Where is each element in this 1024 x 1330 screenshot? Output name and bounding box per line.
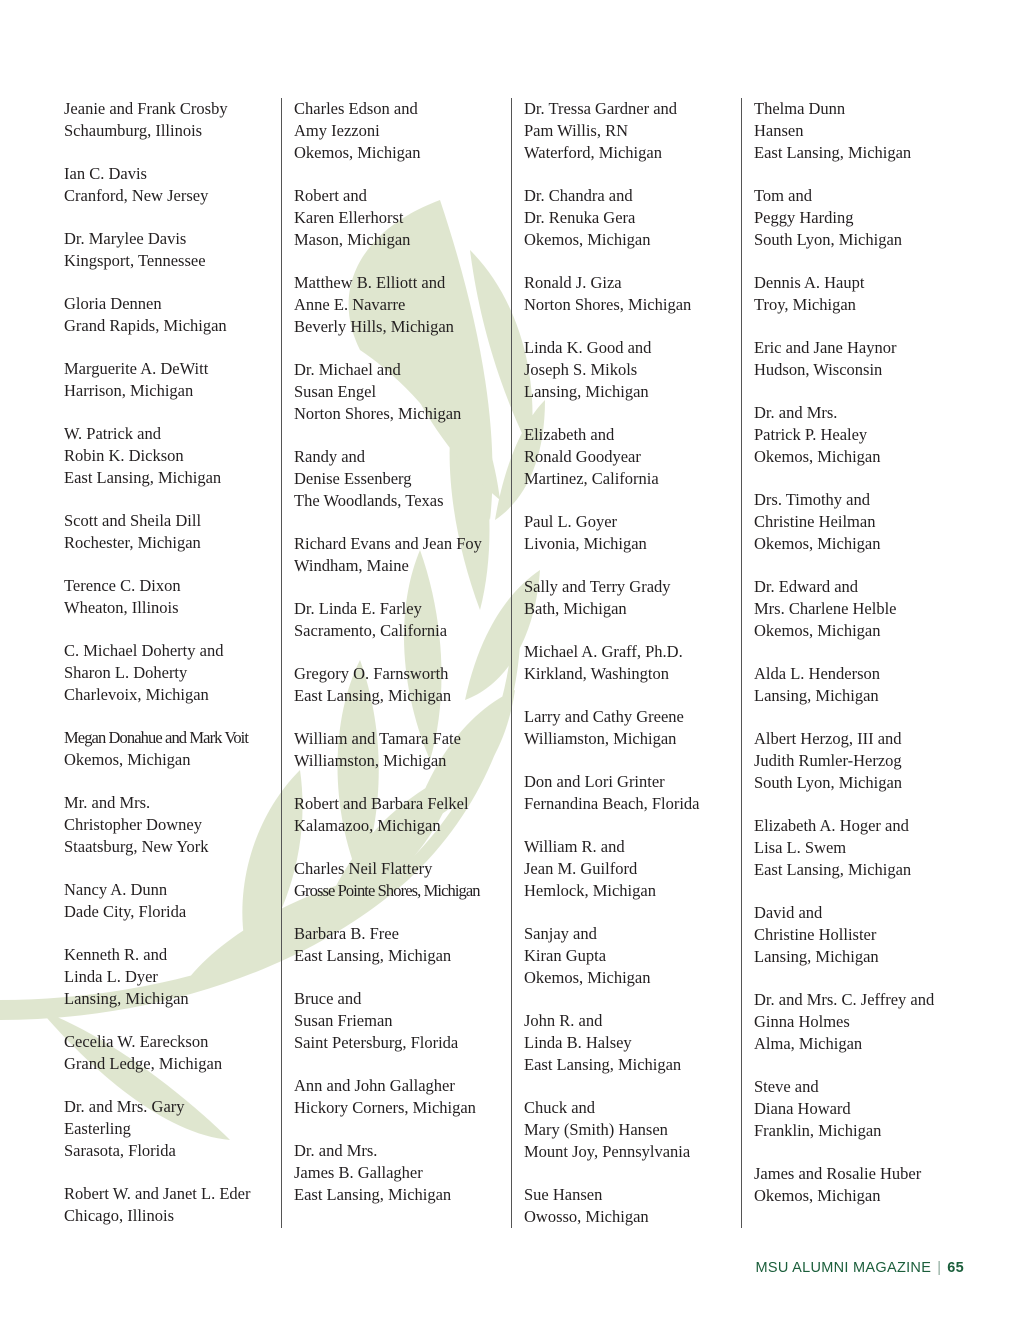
- donor-line: Linda L. Dyer: [64, 967, 158, 986]
- donor-entry: [524, 576, 734, 620]
- donor-line: Dr. and Mrs.: [754, 403, 838, 422]
- donor-line: Paul L. Goyer: [524, 512, 618, 531]
- donor-line: Richard Evans and Jean Foy: [294, 534, 482, 553]
- donor-line: Grand Ledge, Michigan: [64, 1054, 223, 1073]
- donor-line: South Lyon, Michigan: [754, 230, 903, 249]
- donor-line: Charlevoix, Michigan: [64, 685, 209, 704]
- donor-line: Don and Lori Grinter: [524, 772, 665, 791]
- donor-entry: [294, 728, 504, 772]
- donor-line: Okemos, Michigan: [524, 230, 651, 249]
- donor-line: East Lansing, Michigan: [294, 946, 452, 965]
- donor-line: Robert W. and Janet L. Eder: [64, 1184, 251, 1203]
- donor-entry: [524, 1184, 734, 1228]
- donor-line: Joseph S. Mikols: [524, 360, 638, 379]
- donor-entry: [64, 575, 274, 619]
- donor-line: Robin K. Dickson: [64, 446, 184, 465]
- donor-entry: [64, 727, 274, 771]
- column-divider: [281, 98, 282, 1228]
- donor-line: Saint Petersburg, Florida: [294, 1033, 459, 1052]
- donor-entry: [64, 944, 274, 1010]
- donor-line: Norton Shores, Michigan: [524, 295, 692, 314]
- donor-line: Okemos, Michigan: [754, 447, 881, 466]
- donor-line: Norton Shores, Michigan: [294, 404, 462, 423]
- donor-line: Sally and Terry Grady: [524, 577, 671, 596]
- donor-entry: [64, 98, 274, 142]
- donor-line: Easterling: [64, 1119, 131, 1138]
- donor-line: Elizabeth A. Hoger and: [754, 816, 909, 835]
- donor-line: Thelma Dunn: [754, 99, 846, 118]
- donor-line: Gloria Dennen: [64, 294, 162, 313]
- donor-line: Dr. Renuka Gera: [524, 208, 636, 227]
- donor-entry: [294, 98, 504, 164]
- donor-column-3: [524, 98, 734, 1249]
- donor-entry: [294, 663, 504, 707]
- donor-line: Dr. Chandra and: [524, 186, 633, 205]
- donor-line: Hemlock, Michigan: [524, 881, 656, 900]
- donor-line: Elizabeth and: [524, 425, 615, 444]
- donor-line: Robert and Barbara Felkel: [294, 794, 469, 813]
- donor-line: Dr. Edward and: [754, 577, 859, 596]
- donor-entry: [294, 858, 504, 902]
- donor-line: Dr. and Mrs. C. Jeffrey and: [754, 990, 935, 1009]
- donor-line: Dr. Marylee Davis: [64, 229, 187, 248]
- donor-entry: [754, 185, 964, 251]
- donor-line: Kalamazoo, Michigan: [294, 816, 441, 835]
- donor-entry: [754, 815, 964, 881]
- donor-entry: [754, 337, 964, 381]
- donor-line: Pam Willis, RN: [524, 121, 629, 140]
- donor-entry: [64, 163, 274, 207]
- donor-entry: [754, 902, 964, 968]
- donor-entry: [524, 337, 734, 403]
- donor-line: Judith Rumler-Herzog: [754, 751, 902, 770]
- donor-entry: [754, 728, 964, 794]
- donor-line: Dr. Tressa Gardner and: [524, 99, 678, 118]
- donor-line: Troy, Michigan: [754, 295, 856, 314]
- donor-entry: [294, 1075, 504, 1119]
- donor-entry: [524, 1010, 734, 1076]
- donor-line: Lisa L. Swem: [754, 838, 847, 857]
- donor-entry: [754, 402, 964, 468]
- donor-line: Hickory Corners, Michigan: [294, 1098, 476, 1117]
- donor-line: Owosso, Michigan: [524, 1207, 649, 1226]
- donor-entry: [754, 663, 964, 707]
- donor-line: Staatsburg, New York: [64, 837, 209, 856]
- donor-line: East Lansing, Michigan: [294, 1185, 452, 1204]
- donor-column-2: [294, 98, 504, 1227]
- donor-line: Schaumburg, Illinois: [64, 121, 203, 140]
- donor-entry: [294, 988, 504, 1054]
- donor-entry: [524, 706, 734, 750]
- donor-line: The Woodlands, Texas: [294, 491, 444, 510]
- donor-line: Susan Engel: [294, 382, 377, 401]
- donor-line: Peggy Harding: [754, 208, 854, 227]
- donor-line: Mr. and Mrs.: [64, 793, 151, 812]
- donor-line: Ann and John Gallagher: [294, 1076, 455, 1095]
- magazine-name: MSU ALUMNI MAGAZINE: [755, 1260, 932, 1276]
- donor-line: W. Patrick and: [64, 424, 161, 443]
- donor-line: Lansing, Michigan: [64, 989, 189, 1008]
- donor-line: Charles Neil Flattery: [294, 859, 433, 878]
- donor-line: Okemos, Michigan: [754, 1186, 881, 1205]
- donor-line: Wheaton, Illinois: [64, 598, 179, 617]
- donor-entry: [524, 98, 734, 164]
- donor-line: C. Michael Doherty and: [64, 641, 224, 660]
- donor-line: Okemos, Michigan: [524, 968, 651, 987]
- donor-entry: [524, 836, 734, 902]
- donor-line: Tom and: [754, 186, 812, 205]
- donor-line: William and Tamara Fate: [294, 729, 461, 748]
- donor-entry: [294, 272, 504, 338]
- donor-line: Linda K. Good and: [524, 338, 652, 357]
- footer-separator: |: [937, 1260, 942, 1276]
- donor-line: Cranford, New Jersey: [64, 186, 209, 205]
- donor-entry: [64, 1096, 274, 1162]
- donor-line: Matthew B. Elliott and: [294, 273, 446, 292]
- donor-line: Linda B. Halsey: [524, 1033, 632, 1052]
- donor-line: Martinez, California: [524, 469, 659, 488]
- donor-line: Williamston, Michigan: [524, 729, 677, 748]
- donor-entry: [64, 510, 274, 554]
- donor-entry: [524, 511, 734, 555]
- donor-entry: [754, 989, 964, 1055]
- donor-line: Charles Edson and: [294, 99, 418, 118]
- donor-line: Ian C. Davis: [64, 164, 147, 183]
- donor-line: Jeanie and Frank Crosby: [64, 99, 228, 118]
- donor-line: Lansing, Michigan: [524, 382, 649, 401]
- donor-line: Dr. and Mrs. Gary: [64, 1097, 185, 1116]
- donor-line: John R. and: [524, 1011, 603, 1030]
- donor-entry: [524, 185, 734, 251]
- donor-line: Kingsport, Tennessee: [64, 251, 206, 270]
- donor-entry: [524, 641, 734, 685]
- donor-line: William R. and: [524, 837, 625, 856]
- donor-line: Megan Donahue and Mark Voit: [64, 728, 249, 747]
- donor-line: Williamston, Michigan: [294, 751, 447, 770]
- donor-entry: [754, 98, 964, 164]
- donor-line: Gregory O. Farnsworth: [294, 664, 449, 683]
- donor-line: Hansen: [754, 121, 804, 140]
- donor-line: Dennis A. Haupt: [754, 273, 865, 292]
- donor-line: Marguerite A. DeWitt: [64, 359, 209, 378]
- donor-line: Randy and: [294, 447, 366, 466]
- donor-line: James B. Gallagher: [294, 1163, 423, 1182]
- donor-entry: [64, 423, 274, 489]
- donor-entry: [294, 793, 504, 837]
- donor-line: Scott and Sheila Dill: [64, 511, 202, 530]
- donor-line: Larry and Cathy Greene: [524, 707, 684, 726]
- donor-line: Grand Rapids, Michigan: [64, 316, 227, 335]
- column-divider: [511, 98, 512, 1228]
- donor-line: Eric and Jane Haynor: [754, 338, 897, 357]
- donor-line: Ginna Holmes: [754, 1012, 850, 1031]
- donor-line: Dr. and Mrs.: [294, 1141, 378, 1160]
- column-divider: [741, 98, 742, 1228]
- donor-line: Steve and: [754, 1077, 819, 1096]
- donor-line: Denise Essenberg: [294, 469, 412, 488]
- donor-line: Mrs. Charlene Helble: [754, 599, 897, 618]
- donor-entry: [754, 272, 964, 316]
- donor-entry: [294, 359, 504, 425]
- donor-line: East Lansing, Michigan: [754, 143, 912, 162]
- donor-line: Alda L. Henderson: [754, 664, 881, 683]
- donor-line: East Lansing, Michigan: [294, 686, 452, 705]
- donor-line: Amy Iezzoni: [294, 121, 380, 140]
- donor-entry: [294, 446, 504, 512]
- donor-line: Chuck and: [524, 1098, 596, 1117]
- donor-line: Terence C. Dixon: [64, 576, 181, 595]
- donor-line: South Lyon, Michigan: [754, 773, 903, 792]
- donor-column-1: [64, 98, 274, 1248]
- donor-line: Okemos, Michigan: [294, 143, 421, 162]
- donor-entry: [294, 598, 504, 642]
- donor-line: Grosse Pointe Shores, Michigan: [294, 881, 480, 900]
- donor-line: Christopher Downey: [64, 815, 202, 834]
- donor-entry: [64, 293, 274, 337]
- donor-entry: [524, 1097, 734, 1163]
- donor-entry: [294, 185, 504, 251]
- donor-line: Ronald Goodyear: [524, 447, 641, 466]
- donor-entry: [64, 792, 274, 858]
- donor-line: Patrick P. Healey: [754, 425, 868, 444]
- donor-line: Christine Hollister: [754, 925, 877, 944]
- donor-line: Dade City, Florida: [64, 902, 187, 921]
- donor-entry: [294, 923, 504, 967]
- donor-line: Susan Frieman: [294, 1011, 393, 1030]
- donor-line: David and: [754, 903, 823, 922]
- donor-entry: [754, 576, 964, 642]
- donor-line: Albert Herzog, III and: [754, 729, 902, 748]
- donor-entry: [294, 533, 504, 577]
- donor-line: Dr. Linda E. Farley: [294, 599, 422, 618]
- donor-line: Christine Heilman: [754, 512, 876, 531]
- donor-entry: [64, 1031, 274, 1075]
- donor-line: Okemos, Michigan: [64, 750, 191, 769]
- donor-line: Waterford, Michigan: [524, 143, 662, 162]
- donor-line: Okemos, Michigan: [754, 534, 881, 553]
- donor-line: Kiran Gupta: [524, 946, 607, 965]
- donor-line: Sue Hansen: [524, 1185, 603, 1204]
- donor-line: Mary (Smith) Hansen: [524, 1120, 668, 1139]
- donor-line: Livonia, Michigan: [524, 534, 647, 553]
- donor-line: Robert and: [294, 186, 367, 205]
- donor-line: Cecelia W. Eareckson: [64, 1032, 209, 1051]
- donor-line: Fernandina Beach, Florida: [524, 794, 700, 813]
- donor-line: Beverly Hills, Michigan: [294, 317, 454, 336]
- donor-line: East Lansing, Michigan: [64, 468, 222, 487]
- donor-line: Okemos, Michigan: [754, 621, 881, 640]
- donor-entry: [524, 272, 734, 316]
- page-number: 65: [947, 1260, 964, 1276]
- donor-line: Barbara B. Free: [294, 924, 399, 943]
- donor-line: Chicago, Illinois: [64, 1206, 174, 1225]
- donor-column-4: [754, 98, 964, 1228]
- donor-entry: [524, 424, 734, 490]
- donor-entry: [754, 1076, 964, 1142]
- donor-entry: [754, 1163, 964, 1207]
- donor-line: Drs. Timothy and: [754, 490, 870, 509]
- donor-line: Rochester, Michigan: [64, 533, 201, 552]
- donor-line: Sarasota, Florida: [64, 1141, 176, 1160]
- donor-entry: [64, 640, 274, 706]
- donor-line: East Lansing, Michigan: [524, 1055, 682, 1074]
- donor-entry: [64, 228, 274, 272]
- donor-line: Dr. Michael and: [294, 360, 401, 379]
- donor-line: Bath, Michigan: [524, 599, 627, 618]
- donor-line: James and Rosalie Huber: [754, 1164, 922, 1183]
- donor-entry: [64, 879, 274, 923]
- donor-line: Alma, Michigan: [754, 1034, 863, 1053]
- donor-line: Lansing, Michigan: [754, 686, 879, 705]
- donor-entry: [64, 1183, 274, 1227]
- donor-line: Karen Ellerhorst: [294, 208, 404, 227]
- donor-line: Lansing, Michigan: [754, 947, 879, 966]
- donor-line: Anne E. Navarre: [294, 295, 406, 314]
- donor-entry: [524, 771, 734, 815]
- donor-entry: [524, 923, 734, 989]
- donor-entry: [754, 489, 964, 555]
- donor-line: Windham, Maine: [294, 556, 409, 575]
- donor-line: Sharon L. Doherty: [64, 663, 188, 682]
- donor-line: Harrison, Michigan: [64, 381, 194, 400]
- donor-line: Sanjay and: [524, 924, 597, 943]
- donor-line: Jean M. Guilford: [524, 859, 638, 878]
- donor-line: Michael A. Graff, Ph.D.: [524, 642, 683, 661]
- donor-entry: [64, 358, 274, 402]
- donor-line: Nancy A. Dunn: [64, 880, 168, 899]
- donor-line: Ronald J. Giza: [524, 273, 622, 292]
- donor-line: Bruce and: [294, 989, 362, 1008]
- donor-entry: [294, 1140, 504, 1206]
- donor-line: Hudson, Wisconsin: [754, 360, 883, 379]
- donor-line: Franklin, Michigan: [754, 1121, 882, 1140]
- donor-line: Kirkland, Washington: [524, 664, 670, 683]
- donor-line: Mount Joy, Pennsylvania: [524, 1142, 691, 1161]
- donor-line: Sacramento, California: [294, 621, 448, 640]
- donor-line: East Lansing, Michigan: [754, 860, 912, 879]
- donor-line: Mason, Michigan: [294, 230, 411, 249]
- donor-line: Diana Howard: [754, 1099, 851, 1118]
- page-footer: [755, 1260, 964, 1276]
- donor-line: Kenneth R. and: [64, 945, 168, 964]
